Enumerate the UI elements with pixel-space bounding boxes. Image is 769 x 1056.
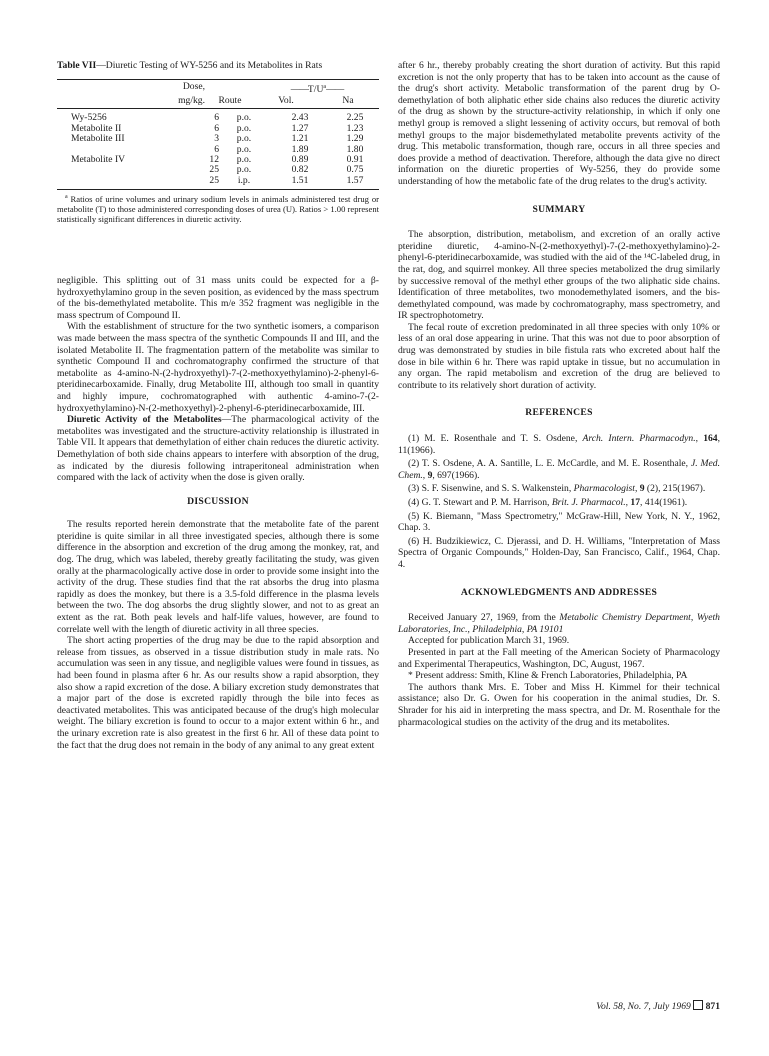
table-header-row-1 bbox=[57, 82, 379, 96]
summary-heading: SUMMARY bbox=[532, 203, 586, 215]
cell-dose: 25 bbox=[209, 174, 219, 186]
journal-citation: Vol. 58, No. 7, July 1969 bbox=[596, 1001, 691, 1012]
cell-route: p.o. bbox=[236, 122, 252, 134]
paragraph-run-in-head: Diuretic Activity of the Metabolites bbox=[67, 414, 222, 426]
reference-ital: Pharmacologist bbox=[573, 483, 635, 495]
ack-received-text: Received January 27, 1969, from the bbox=[408, 612, 560, 624]
cell-name: Metabolite II bbox=[71, 122, 122, 134]
table-body bbox=[57, 113, 379, 186]
col-group: $——T/U^a——$ bbox=[290, 84, 344, 96]
cell-name: Wy-5256 bbox=[71, 112, 107, 124]
reference-post: , bbox=[625, 497, 631, 508]
paragraph: The absorption, distribution, metabolism, and excretion of an orally active pteridine diuretic, 4-amino-N-(2-methoxyethyl)-7-(2-methoxyethylamino)-2-phenyl-6-pteridinecarboxamide, was studied with the aid of the ¹⁴C-labeled drug, in the rat, dog, and squirrel monkey. All three species metabolized the drug similarly by successive removal of the methyl ether groups of the two aliphatic side chains. Identification of three metabolites, two monodemethylated isomers, and the bis-demethylated compound, was made by cochromatography, mass spectrometry, and IR spectrophotometry. bbox=[398, 229, 720, 322]
reference-post: , bbox=[695, 433, 704, 445]
table-caption-label: Table VII bbox=[57, 60, 97, 71]
references-heading: REFERENCES bbox=[525, 407, 593, 419]
ack-affiliation: Metabolic Chemistry Department, Wyeth Laboratories, Inc., Philadelphia, PA 19101 bbox=[398, 612, 720, 635]
reference-item bbox=[398, 536, 720, 571]
cell-route: p.o. bbox=[236, 164, 252, 176]
reference-tail: , 697(1966). bbox=[432, 469, 480, 481]
col-group-label: T/U bbox=[307, 84, 324, 96]
table-caption-text: —Diuretic Testing of WY-5256 and its Metabolites in Rats bbox=[96, 60, 323, 71]
reference-item bbox=[398, 497, 720, 509]
reference-pre: (1) M. E. Rosenthale and T. S. Osdene, bbox=[408, 433, 583, 445]
ack-present-address: * Present address: Smith, Kline & French Laboratories, Philadelphia, PA bbox=[408, 670, 688, 682]
ack-thanks: The authors thank Mrs. E. Tober and Miss H. Kimmel for their technical assistance; also Dr. G. Owen for his cooperation in the animal studies, Dr. S. Shrader for his aid in interpreting the mass spectra, and Dr. M. Rosenthale for the pharmacological studies on the activity of the drug and its metabolites. bbox=[398, 681, 720, 728]
cell-route: i.p. bbox=[237, 174, 251, 186]
col-dose-unit: mg/kg. bbox=[178, 95, 205, 106]
cell-na: 1.29 bbox=[346, 133, 364, 145]
reference-pre: (2) T. S. Osdene, A. A. Santille, L. E. McCardle, and M. E. Rosenthale, bbox=[408, 458, 691, 470]
cell-dose: 6 bbox=[214, 112, 219, 124]
cell-vol: 0.82 bbox=[291, 164, 309, 176]
ack-accepted: Accepted for publication March 31, 1969. bbox=[408, 635, 570, 647]
paragraph-text: —The pharmacological activity of the metabolites was investigated and the structure-activity relationship is illustrated in Table VII. It appears that demethylation of either chain reduces the diuretic activity. Demethylation of both side chains appears to interfere with absorption of the drug, as indicated by the diuresis following intraperitoneal administration when compared with the lack of activity when the dose is given orally. bbox=[57, 414, 379, 484]
paragraph: The results reported herein demonstrate that the metabolite fate of the parent pteridine is quite similar in all three investigated species, although there is some difference in the absorption and excretion of the drug among the monkey, rat, and dog. The drug, which was labeled, thereby greatly facilitating the study, was given orally at the pharmacologically active dose in order to provide some insight into the activity of the drug. These studies find that the rat absorbs the drug into plasma rapidly as does the monkey, but there is a 3.5-fold difference in the plasma levels between the two. The dog absorbs the drug slightly slower, and not to as great an extent as the rat. Both peak levels and half-life values, however, are found to correlate well with the length of diuretic activity in all three species. bbox=[57, 519, 379, 635]
reference-bold: 164 bbox=[703, 433, 718, 445]
footnote-mark: a bbox=[65, 194, 68, 201]
cell-vol: 1.51 bbox=[291, 174, 309, 186]
reference-bold: 17 bbox=[630, 497, 641, 508]
reference-item bbox=[398, 433, 720, 456]
cell-route: p.o. bbox=[236, 143, 252, 155]
cell-na: 1.57 bbox=[346, 174, 364, 186]
reference-pre: (6) H. Budzikiewicz, C. Djerassi, and D. H. Williams, "Interpretation of Mass Spectra of Organic Compounds," Holden-Day, San Francisco, Calif., 1964, Chap. 4. bbox=[398, 535, 720, 570]
col-vol: Vol. bbox=[278, 95, 294, 106]
cell-vol: 1.21 bbox=[291, 133, 309, 145]
paragraph: after 6 hr., thereby probably creating the short duration of activity. But this rapid excretion is not the only property that has to be taken into account as the cause of the drug's short activity. Metabolic transformation of the parent drug by O-demethylation of both aliphatic ether side chains also reduces the diuretic activity of the drug as shown by the structure-activity relationship, in which if only one methyl group is removed a slight lessening of activity occurs, but removal of both methyl groups to the major bisdemethylated metabolite prevents activity of the drug. This metabolic transformation, though rare, occurs in all three species and does provide a method of deactivation. Therefore, although the data give no direct information on the diuretic properties of Wy-5256, they do provide some understanding of how the metabolic fate of the drug relates to the drug's activity. bbox=[398, 60, 720, 187]
col-group-mark: a bbox=[323, 84, 327, 91]
reference-list bbox=[398, 433, 720, 571]
cell-dose: 6 bbox=[214, 143, 219, 155]
paragraph: negligible. This splitting out of 31 mass units could be expected for a β-hydroxyethylamino group in the seven position, as evidenced by the mass spectrum of the bis-demethylated metabolite. This m/e 352 fragment was negligible in the mass spectrum of Compound II. bbox=[57, 275, 379, 321]
acknowledgments-heading: ACKNOWLEDGMENTS AND ADDRESSES bbox=[460, 586, 658, 598]
reference-ital: Arch. Intern. Pharmacodyn. bbox=[582, 433, 696, 445]
col-na: Na bbox=[342, 95, 354, 106]
right-body bbox=[398, 60, 720, 728]
footnote-text: Ratios of urine volumes and urinary sodium levels in animals administered test drug or metabolite (T) to those administered corresponding doses of urea (U). Ratios > 1.00 represent statistically significant differences in diuretic activity. bbox=[57, 194, 380, 224]
paragraph: The fecal route of excretion predominated in all three species with only 10% or less of an oral dose appearing in urine. That this was not due to poor absorption of drug was demonstrated by studies in bile fistula rats who excreted about half the dose in bile within 6 hr. There was rapid uptake in tissue, but no accumulation in any organ. The rapid metabolism and excretion of the drug are believed to contribute to its relatively short duration of activity. bbox=[398, 321, 720, 391]
cell-route: p.o. bbox=[236, 112, 252, 124]
table-row bbox=[57, 176, 379, 186]
cell-dose: 3 bbox=[214, 133, 219, 145]
reference-tail: , 414(1961). bbox=[640, 497, 688, 508]
cell-name: Metabolite IV bbox=[71, 154, 126, 166]
cell-na: 1.23 bbox=[346, 122, 364, 134]
reference-ital: Brit. J. Pharmacol. bbox=[551, 497, 626, 508]
square-ornament-icon bbox=[693, 1000, 703, 1010]
cell-name bbox=[57, 176, 181, 186]
table-footnote bbox=[57, 193, 379, 224]
table-vii bbox=[57, 60, 379, 225]
paragraph: The short acting properties of the drug may be due to the rapid absorption and release from tissues, as observed in a tissue distribution study in male rats. No accumulation was seen in any tissue, and negligible values were found in tissues, as had been found in plasma after 6 hr. As our results show a rapid absorption, they also show a rapid excretion of the dose. A biliary excretion study demonstrates that a major part of the dose is excreted rapidly through the bile into feces as deactivated metabolites. This was anticipated because of the drug's high molecular weight. The biliary excretion is found to occur to a major extent within 6 hr., and the urinary excretion rate is also greatest in the first 6 hr. All of these data point to the fact that the drug does not remain in the body of any animal to any great extent bbox=[57, 635, 379, 751]
page-number: 871 bbox=[705, 1001, 720, 1012]
cell-route: p.o. bbox=[236, 133, 252, 145]
reference-item bbox=[398, 483, 720, 495]
cell-vol: 1.27 bbox=[291, 122, 309, 134]
ack-received bbox=[398, 612, 720, 635]
cell-na: 2.25 bbox=[346, 112, 364, 124]
table-caption bbox=[57, 60, 379, 71]
col-dose: Dose, bbox=[182, 81, 205, 93]
ack-presented: Presented in part at the Fall meeting of the American Society of Pharmacology and Experimental Therapeutics, Washington, DC, August, 1967. bbox=[398, 646, 720, 670]
cell-na: 0.75 bbox=[346, 164, 364, 176]
cell-na: 1.80 bbox=[346, 143, 364, 155]
paragraph bbox=[57, 414, 379, 484]
reference-item bbox=[398, 511, 720, 534]
reference-ital: J. Med. Chem. bbox=[398, 458, 720, 481]
discussion-heading: DISCUSSION bbox=[187, 495, 249, 507]
reference-tail: (2), 215(1967). bbox=[644, 483, 706, 495]
reference-pre: (5) K. Biemann, "Mass Spectrometry," McGraw-Hill, New York, N. Y., 1962, Chap. 3. bbox=[398, 510, 720, 534]
reference-item bbox=[398, 458, 720, 481]
reference-tail: , 11(1966). bbox=[398, 433, 720, 456]
diuretic-table bbox=[57, 82, 379, 106]
cell-dose: 25 bbox=[209, 164, 219, 176]
paragraph: With the establishment of structure for the two synthetic isomers, a comparison was made between the mass spectra of the synthetic Compounds II and III, and the isolated Metabolite II. The fragmentation pattern of the metabolite was similar to synthetic Compound II and cochromatography confirmed the structure of that metabolite as 4-amino-N-(2-hydroxyethyl)-7-(2-methoxyethylamino)-2-phenyl-6-pteridinecarboxamide. Finally, drug Metabolite III, although too small in quantity and highly impure, cochromatographed with authentic 4-amino-7-(2-hydroxyethylamino)-N-(2-methoxyethyl)-2-phenyl-6-pteridinecarboxamide, III. bbox=[57, 321, 379, 414]
cell-na: 0.91 bbox=[346, 154, 364, 166]
col-route: Route bbox=[218, 95, 242, 106]
reference-pre: (4) G. T. Stewart and P. M. Harrison, bbox=[408, 497, 552, 508]
cell-name bbox=[57, 165, 181, 175]
reference-pre: (3) S. F. Sisenwine, and S. S. Walkenstein, bbox=[408, 483, 574, 495]
cell-vol: 0.89 bbox=[291, 154, 309, 166]
left-body bbox=[57, 275, 379, 751]
cell-route: p.o. bbox=[236, 154, 252, 166]
table-header-row-2 bbox=[57, 96, 379, 106]
cell-dose: 12 bbox=[209, 154, 219, 166]
cell-vol: 1.89 bbox=[291, 143, 309, 155]
reference-post: , bbox=[634, 483, 640, 495]
cell-name: Metabolite III bbox=[71, 133, 125, 145]
reference-post: , bbox=[422, 469, 428, 481]
reference-bold: 9 bbox=[639, 483, 645, 495]
page-footer bbox=[398, 1000, 720, 1012]
cell-vol: 2.43 bbox=[291, 112, 309, 124]
cell-dose: 6 bbox=[214, 122, 219, 134]
reference-bold: 9 bbox=[427, 469, 433, 481]
